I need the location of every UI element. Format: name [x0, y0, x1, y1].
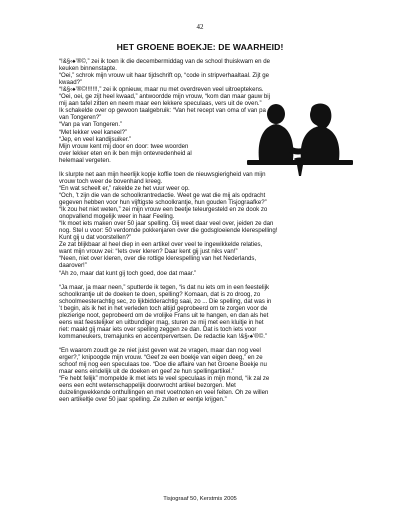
text-line: “!&§‹♠’®©!!!!!!!,” zei ik opnieuw, maar nu met overdreven veel uitroeptekens. — [59, 86, 264, 94]
text-line: “Ik moet iets maken over 50 jaar spelling. Gij weet daar veel over, jeiden ze dan — [59, 220, 274, 228]
text-line: eens een echt wetenschappelijk doorwrocht artikel bezorgen. Met — [59, 382, 236, 390]
couple-at-table-illustration — [247, 100, 353, 176]
text-line: Ik slurpte net aan mijn heerlijk kopje koffie toen de nieuwsgierigheid van mijn — [59, 170, 266, 178]
right-figure-body — [301, 126, 340, 160]
text-line: keuken binnenstapte. — [59, 65, 117, 73]
text-line: erger?,” knipoogde mijn vrouw. “Geef ze een boekje van eigen deeg,” en ze — [59, 354, 263, 362]
text-line: een artikeltje over 50 jaar spelling. Ze zullen er eentje krijgen.” — [59, 396, 227, 404]
cup-left — [277, 152, 283, 160]
text-line: riet: maakt gij maar iets over spelling zeggen ze dan. Dat is toch iets voor — [59, 325, 257, 333]
text-line: duizelingwekkende onthullingen en met voetnoten en veel feiten. Oh ze willen — [59, 389, 269, 397]
text-line: “!&§‹♠’®©,” zei ik toen ik die decembermiddag van de school thuiskwam en de — [59, 58, 271, 65]
table-leg — [297, 165, 303, 176]
article-title: HET GROENE BOEKJE: DE WAARHEID! — [116, 42, 284, 52]
left-figure-head — [267, 104, 285, 124]
text-line: kommaneukers, tremajunks en accentpervertsen. De redactie kan !&§‹♠’®©.” — [59, 332, 267, 340]
text-line: van Tongeren?” — [59, 114, 102, 122]
text-line: vrouw toch weer de bovenhand kreeg. — [59, 177, 163, 185]
text-line: daarover!” — [59, 262, 87, 270]
text-line: over lekker eten en ik ben mijn ontevredenheid al — [59, 149, 192, 157]
text-line: want mijn vrouw zei: “Iets over kleren? Daar kent gij just niks van!” — [59, 248, 238, 256]
cup-right — [313, 153, 319, 160]
page-footer: Tisjograaf 50, Kerstmis 2005 — [163, 496, 237, 502]
text-line: “Ik zou het niet weten,” zei mijn vrouw een beetje teleurgesteld en ze dook zo — [59, 206, 268, 214]
text-line: onopvallend mogelijk weer in haar Feeling. — [59, 213, 175, 221]
text-line: eens wat feestelijker en uitbundiger mag, sturen ze mij met een kluitje in het — [59, 318, 264, 326]
text-line: Ik schakelde over op gewoon taalgebruik: “Van het recept van oma of van pa — [59, 107, 266, 115]
left-figure-body — [259, 124, 294, 160]
table — [247, 160, 353, 165]
text-line: mij aan tafel zitten en neem maar een lekkere speculaas, vers uit de oven.” — [59, 100, 262, 108]
text-line: “En waarom zoudt ge ze niet juist geven wat ze vragen, maar dan nog veel — [59, 347, 261, 355]
text-line: plezierige noot, geprobeerd om de vrolijke Frans uit te hangen, en dan als het — [59, 311, 269, 319]
text-line: “Ah zo, maar dat kunt gij toch goed, doe dat maar.” — [59, 269, 197, 277]
text-line: schoolkrantje uit de doeken te doen, spelling? Komaan, dat is zo droog, zo — [59, 290, 261, 298]
text-line: gegeven hebben voor hun vijftigste schoolkrantje, hun gouden Tisjograafke?” — [59, 199, 267, 206]
text-line: “Ja maar, ja maar neen,” sputterde ik tegen, “is dat nu iets om in een feestelijk — [59, 283, 270, 291]
text-line: nog. Stel u voor: 50 verdomde pokkenjaren over die godsgloeiende klerespelling! — [59, 227, 278, 235]
text-line: “Van pa van Tongeren.” — [59, 121, 123, 129]
text-line: kwaad?” — [59, 79, 83, 87]
text-line: “Fe hebt felijk” mompelde ik met iets te veel speculaas in mijn mond, “ik zal ze — [59, 375, 270, 383]
text-line: “Jep, en veel kandijsuiker.” — [59, 135, 132, 143]
text-line: ’t begin, als ik het in het verleden toch altijd geprobeerd om te zorgen voor de — [59, 304, 268, 312]
plate — [294, 158, 306, 161]
text-line: schoof mij nog een speculaas toe. “Doe die affaire van het Groene Boekje nu — [59, 361, 267, 369]
right-figure-hair — [311, 104, 331, 131]
text-line: “En wat scheelt er,” rakelde ze het vuur weer op. — [59, 184, 190, 192]
text-line: “Met lekker veel kaneel?” — [59, 128, 128, 136]
text-line: “Oei, oei, ge zijt heel kwaad,” antwoordde mijn vrouw, “kom dan maar gauw bij — [59, 93, 271, 101]
text-line: helemaal vergeten. — [59, 156, 111, 164]
text-line: “Oei,” schrok mijn vrouw uit haar tijdschrift op, “code in stripverhaaltaal. Zijt ge — [59, 72, 269, 80]
text-line: Mijn vrouw kent mij door en door: twee woorden — [59, 142, 189, 150]
text-line: Kunt gij u dat voorstellen?” — [59, 234, 132, 242]
text-line: schoolmeesterachtig sec, zo lijkbidderachtig saai, zo ... Die spelling, dat was in — [59, 297, 272, 305]
text-line: “Och, ’t zijn die van de schoolkrantredactie. Weet ge wat die mij als opdracht — [59, 191, 266, 199]
text-line: Ze zat blijkbaar al heel diep in een artikel over veel te ingewikkelde relaties, — [59, 241, 263, 249]
page-number: 42 — [196, 23, 204, 31]
text-line: maar eens eindelijk uit de doeken en geef ze hun spellingartikel.” — [59, 368, 235, 376]
text-line: “Neen, niet over kleren, over die rottige klerespelling van het Nederlands, — [59, 255, 257, 263]
